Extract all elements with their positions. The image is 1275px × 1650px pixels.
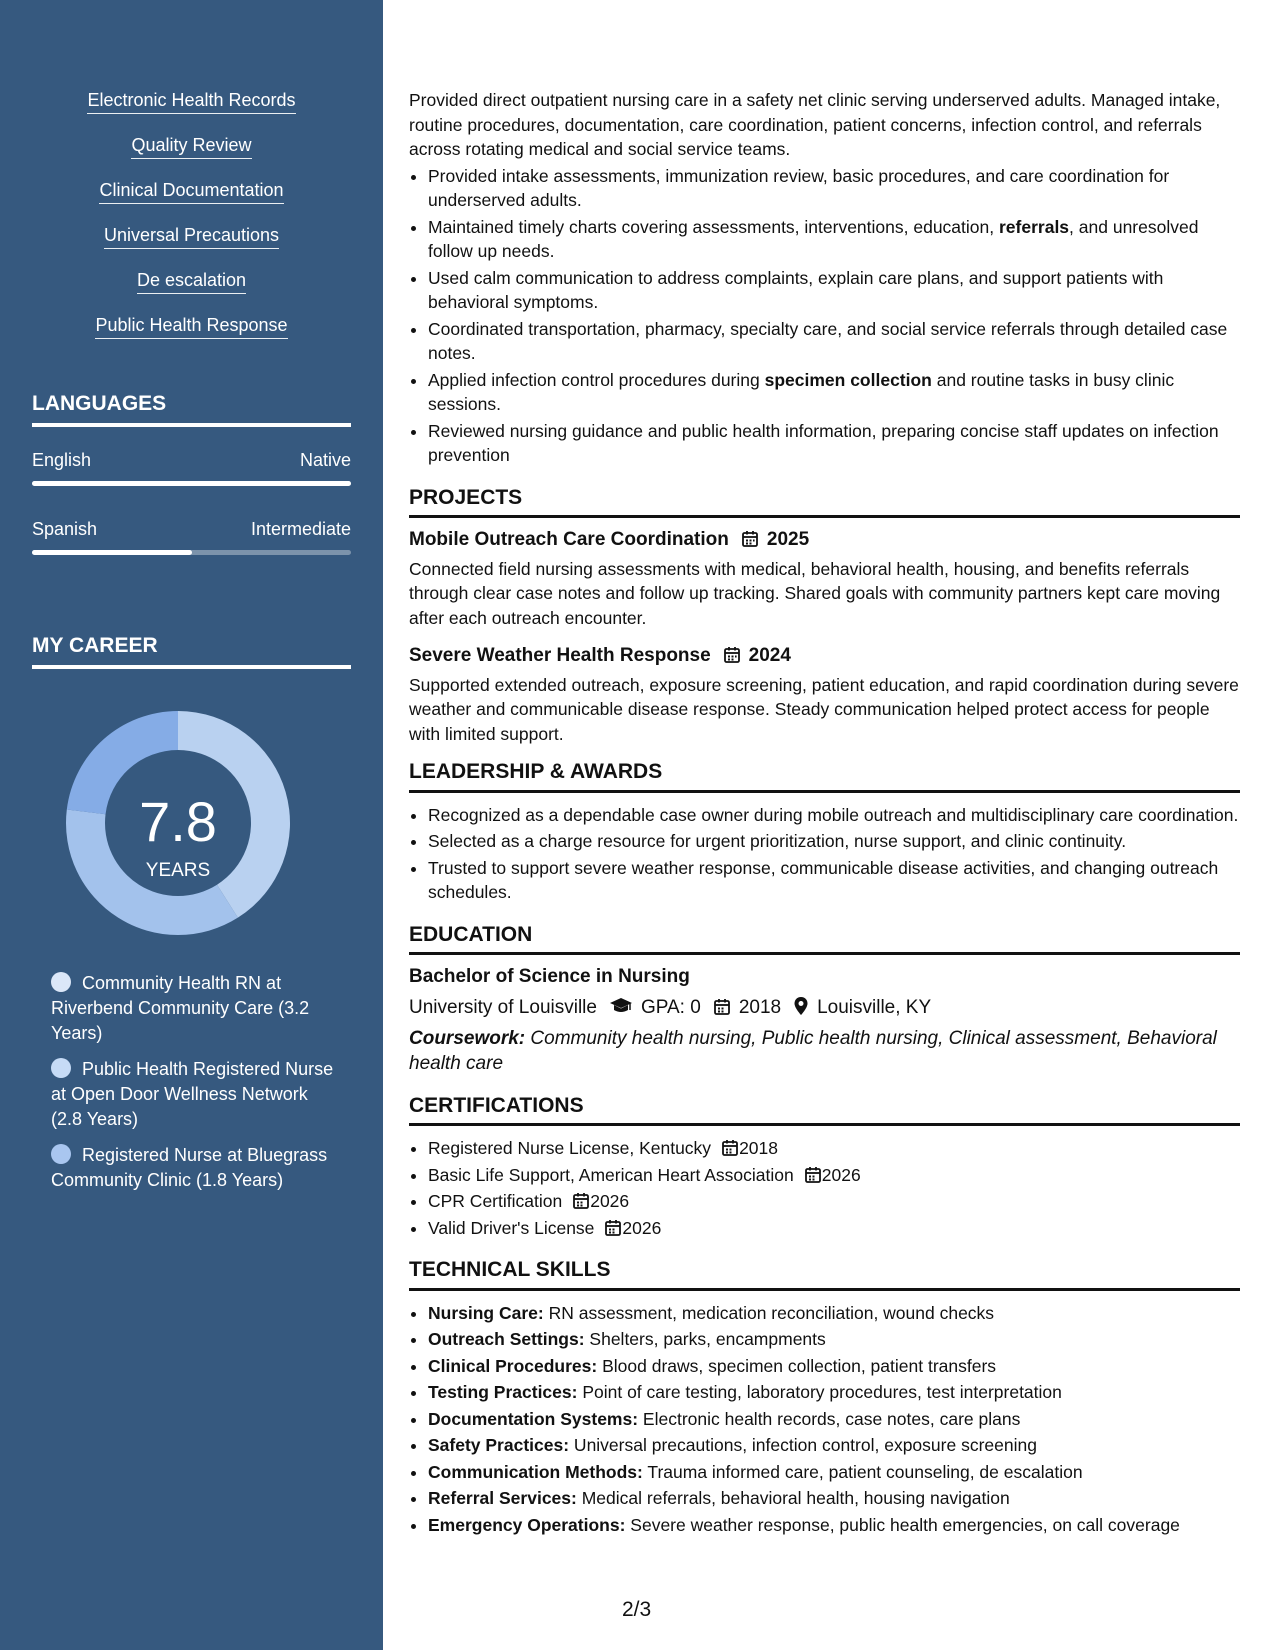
tech-value: Point of care testing, laboratory procedures, test interpretation (577, 1382, 1062, 1402)
project-title-row (409, 644, 1240, 669)
project-year: 2024 (748, 645, 791, 666)
tech-label: Testing Practices: (428, 1382, 578, 1402)
skill-label[interactable]: Quality Review (131, 133, 251, 159)
project-desc: Supported extended outreach, exposure screening, patient education, and rapid coordination during severe weather and communicable disease response. Steady communication helped protect access for people with limited support. (409, 674, 1239, 744)
technical-item (428, 1513, 1240, 1538)
project-year: 2025 (766, 529, 810, 550)
experience-bullet (428, 215, 1240, 264)
cert-name: Registered Nurse License, Kentucky (428, 1138, 712, 1158)
calendar-icon (721, 1138, 739, 1158)
calendar-icon (723, 644, 741, 669)
skill-label[interactable]: Clinical Documentation (99, 178, 283, 204)
project-title-row (409, 528, 1240, 553)
calendar-icon (713, 994, 731, 1022)
school-location: Louisville, KY (817, 996, 932, 1018)
leadership-item: • Recognized as a dependable case owner during mobile outreach and multidisciplinary care coordination. (428, 803, 1240, 828)
cert-name: Valid Driver's License (428, 1217, 595, 1238)
education-details (409, 994, 1240, 1022)
language-level: Native (299, 450, 351, 470)
career-total: 7.8 (139, 790, 217, 853)
bullet-text: Maintained timely charts covering assessments, interventions, education, (428, 216, 999, 237)
skill-link[interactable] (0, 223, 383, 249)
certification-item (428, 1216, 1240, 1241)
cert-year: 2026 (590, 1191, 630, 1211)
coursework-text: Community health nursing, Public health nursing, Clinical assessment, Behavioral health care (409, 1027, 1217, 1074)
page-number: 2/3 (622, 1598, 652, 1621)
career-unit: YEARS (145, 860, 211, 881)
career-dot-icon (51, 1058, 71, 1078)
main-content (409, 88, 1240, 1539)
sidebar (0, 0, 383, 1650)
cert-year: 2018 (739, 1138, 778, 1158)
technical-item (428, 1301, 1240, 1326)
tech-value: RN assessment, medication reconciliation, wound checks (543, 1302, 995, 1323)
technical-list (409, 1301, 1240, 1538)
project-title: Severe Weather Health Response (409, 645, 711, 666)
language-level: Intermediate (250, 519, 351, 539)
experience-bullet: • Used calm communication to address complaints, explain care plans, and support patients with behavioral symptoms. (428, 266, 1240, 315)
graduation-year: 2018 (738, 996, 782, 1018)
skill-link[interactable] (0, 268, 383, 294)
experience-bullet: • Coordinated transportation, pharmacy, specialty care, and social service referrals through detailed case notes. (428, 317, 1240, 366)
technical-item (428, 1460, 1240, 1485)
cert-name: CPR Certification (428, 1191, 563, 1211)
certifications-list (409, 1136, 1240, 1240)
tech-value: Severe weather response, public health emergencies, on call coverage (625, 1514, 1180, 1535)
language-name: English (32, 450, 92, 470)
language-row (32, 519, 351, 540)
career-item (51, 1143, 341, 1193)
experience-summary: Provided direct outpatient nursing care in a safety net clinic serving underserved adults. Managed intake, routine procedures, documentation, care coordination, patient concerns, infection control, and referrals across rotating medical and social service teams. (409, 90, 1221, 159)
tech-label: Referral Services: (428, 1488, 577, 1508)
calendar-icon (804, 1165, 822, 1185)
skill-link[interactable] (0, 178, 383, 204)
certifications-heading: CERTIFICATIONS (409, 1094, 1240, 1127)
tech-label: Communication Methods: (428, 1461, 643, 1482)
cert-year: 2026 (821, 1164, 861, 1185)
project-item (409, 644, 1240, 746)
technical-item (428, 1327, 1240, 1352)
certification-item (428, 1163, 1240, 1188)
leadership-list (409, 803, 1240, 905)
bullet-bold: referrals (998, 216, 1070, 237)
projects-heading: PROJECTS (409, 486, 1240, 519)
career-dot-icon (51, 1144, 71, 1164)
leadership-item: • Trusted to support severe weather response, communicable disease activities, and changing outreach schedules. (428, 856, 1240, 905)
project-desc: Connected field nursing assessments with medical, behavioral health, housing, and benefits referrals through clear case notes and follow up tracking. Shared goals with community partners kept care moving after each outreach encounter. (409, 558, 1221, 628)
education-heading: EDUCATION (409, 923, 1240, 956)
tech-value: Electronic health records, case notes, care plans (638, 1408, 1021, 1429)
skill-link[interactable] (0, 88, 383, 114)
leadership-heading: LEADERSHIP & AWARDS (409, 760, 1240, 793)
language-bar-fill (32, 550, 192, 555)
cert-name: Basic Life Support, American Heart Association (428, 1164, 794, 1185)
technical-item (428, 1354, 1240, 1379)
technical-item (428, 1407, 1240, 1432)
tech-value: Blood draws, specimen collection, patient transfers (597, 1355, 997, 1376)
skill-label[interactable]: Public Health Response (95, 313, 287, 339)
career-donut-svg (63, 708, 293, 938)
project-item (409, 528, 1240, 630)
gpa: GPA: 0 (640, 996, 701, 1018)
cert-year: 2026 (622, 1217, 662, 1238)
language-row (32, 450, 351, 471)
language-bar-fill (32, 481, 351, 486)
tech-value: Shelters, parks, encampments (584, 1329, 826, 1349)
tech-value: Trauma informed care, patient counseling, de escalation (642, 1461, 1083, 1482)
certification-item (428, 1136, 1240, 1161)
skill-link[interactable] (0, 133, 383, 159)
career-item-text: Registered Nurse at Bluegrass Community Clinic (1.8 Years) (51, 1145, 328, 1190)
experience-bullets (409, 164, 1240, 468)
technical-heading: TECHNICAL SKILLS (409, 1258, 1240, 1291)
language-name: Spanish (32, 519, 98, 539)
language-bar (32, 550, 351, 555)
career-item-text: Public Health Registered Nurse at Open Door Wellness Network (2.8 Years) (51, 1059, 334, 1129)
degree-title: Bachelor of Science in Nursing (409, 966, 690, 987)
skill-label[interactable]: Universal Precautions (104, 223, 279, 249)
experience-bullet: • Provided intake assessments, immunization review, basic procedures, and care coordination for underserved adults. (428, 164, 1240, 213)
bullet-text: , and unresolved follow up needs. (428, 216, 1199, 261)
experience-bullet: • Reviewed nursing guidance and public health information, preparing concise staff updates on infection prevention (428, 419, 1240, 468)
graduation-cap-icon (609, 994, 633, 1022)
career-item (51, 1057, 341, 1132)
tech-value: Universal precautions, infection control, exposure screening (569, 1435, 1037, 1455)
languages-heading: LANGUAGES (32, 392, 351, 427)
technical-item (428, 1486, 1240, 1511)
calendar-icon (741, 528, 759, 553)
skill-label[interactable]: Electronic Health Records (87, 88, 295, 114)
language-bar (32, 481, 351, 486)
tech-value: Medical referrals, behavioral health, housing navigation (576, 1488, 1010, 1508)
tech-label: Clinical Procedures: (428, 1355, 598, 1376)
career-item (51, 971, 341, 1046)
leadership-item: • Selected as a charge resource for urgent prioritization, nurse support, and clinic continuity. (428, 829, 1240, 854)
certification-item (428, 1189, 1240, 1214)
skill-link[interactable] (0, 313, 383, 339)
tech-label: Safety Practices: (428, 1435, 570, 1455)
tech-label: Documentation Systems: (428, 1408, 639, 1429)
career-dot-icon (51, 972, 71, 992)
technical-item (428, 1380, 1240, 1405)
coursework (409, 1026, 1240, 1076)
tech-label: Outreach Settings: (428, 1329, 585, 1349)
calendar-icon (604, 1218, 622, 1238)
bullet-bold: specimen collection (764, 369, 932, 390)
bullet-text: and routine tasks in busy clinic sessions. (428, 369, 1175, 414)
project-title: Mobile Outreach Care Coordination (409, 529, 729, 550)
location-pin-icon (793, 994, 809, 1022)
tech-label: Emergency Operations: (428, 1514, 626, 1535)
tech-label: Nursing Care: (428, 1302, 544, 1323)
career-donut-chart (63, 708, 293, 943)
career-heading: MY CAREER (32, 634, 351, 669)
technical-item (428, 1433, 1240, 1458)
coursework-label: Coursework: (409, 1027, 526, 1049)
career-item-text: Community Health RN at Riverbend Community Care (3.2 Years) (51, 973, 310, 1043)
bullet-text: Applied infection control procedures during (428, 369, 765, 390)
experience-bullet (428, 368, 1240, 417)
skill-label[interactable]: De escalation (137, 268, 246, 294)
school-name: University of Louisville (409, 996, 597, 1018)
calendar-icon (572, 1191, 590, 1211)
